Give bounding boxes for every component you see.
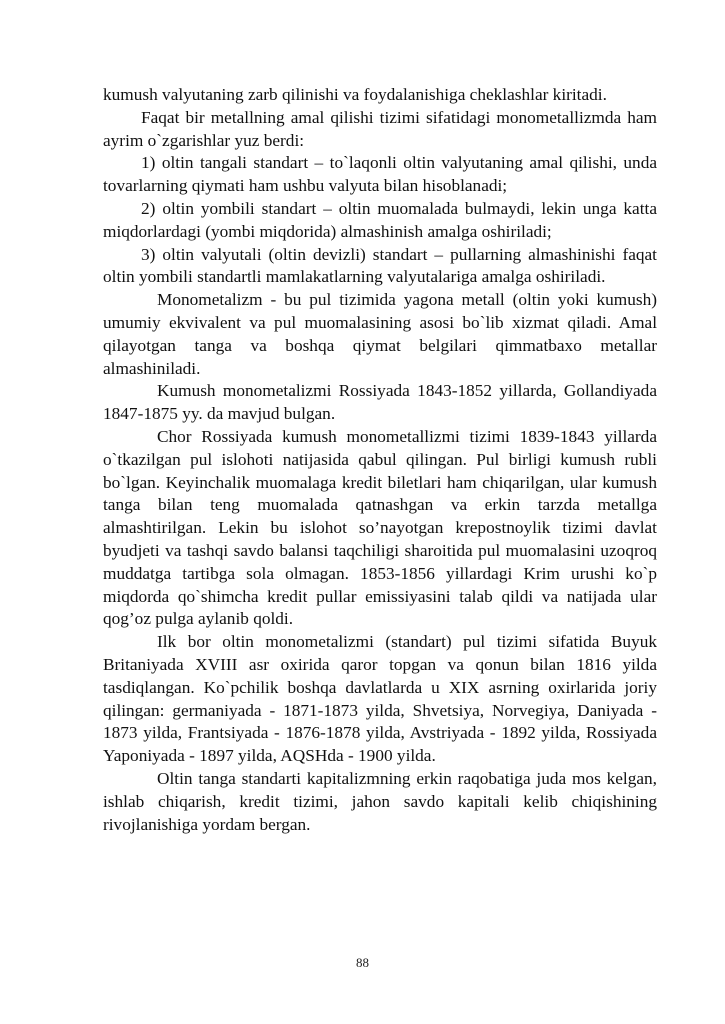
paragraph-monometalism-definition: Monometalizm - bu pul tizimida yagona metall (oltin yoki kumush) umumiy ekvivalent va pul muomalasining asosi bo`lib xizmat qiladi. Amal qilayotgan tanga va boshqa qiymat belgilari qimmatbaxo metallar almashiniladi. xyxy=(103,290,657,378)
paragraph-silver-monometalism: Kumush monometalizmi Rossiyada 1843-1852 yillarda, Gollandiyada 1847-1875 yy. da mavjud bulgan. xyxy=(103,381,657,424)
page-body xyxy=(103,84,657,836)
paragraph-continuation: kumush valyutaning zarb qilinishi va foydalanishiga cheklashlar kiritadi. xyxy=(103,85,607,104)
paragraph-gold-monometalism: Ilk bor oltin monometalizmi (standart) pul tizimi sifatida Buyuk Britaniyada XVIII asr oxirida qaror topgan va qonun bilan 1816 yilda tasdiqlangan. Ko`pchilik boshqa davlatlarda u XIX asrning oxirlarida joriy qilingan: germaniyada - 1871-1873 yilda, Shvetsiya, Norvegiya, Daniyada - 1873 yilda, Frantsiyada - 1876-1878 yilda, Avstriyada - 1892 yilda, Rossiyada Yaponiyada - 1897 yilda, AQSHda - 1900 yilda. xyxy=(103,632,657,766)
list-item-gold-coin-standard: 1) oltin tangali standart – to`laqonli oltin valyutaning amal qilishi, unda tovarlarning qiymati ham ushbu valyuta bilan hisoblanadi; xyxy=(103,153,657,196)
page-number: 88 xyxy=(356,955,369,970)
paragraph-monometallism-changes: Faqat bir metallning amal qilishi tizimi sifatidagi monometallizmda ham ayrim o`zgarishlar yuz berdi: xyxy=(103,107,657,150)
paragraph-gold-coin-standard-capitalism: Oltin tanga standarti kapitalizmning erkin raqobatiga juda mos kelgan, ishlab chiqarish, kredit tizimi, jahon savdo kapitali kelib chiqishining rivojlanishiga yordam bergan. xyxy=(103,768,657,834)
paragraph-tsarist-russia: Chor Rossiyada kumush monometallizmi tizimi 1839-1843 yillarda o`tkazilgan pul islohoti natijasida qabul qilingan. Pul birligi kumush rubli bo`lgan. Keyinchalik muomalaga kredit biletlari ham chiqarilgan, ular kumush tanga bilan teng muomalada qatnashgan va erkin tarzda metallga almashtirilgan. Lekin bu islohot so’nayotgan krepostnoylik tizimi davlat byudjeti va tashqi savdo balansi taqchiligi sharoitida pul muomalasini uzoqroq muddatga tartibga sola olmagan. 1853-1856 yillardagi Krim urushi ko`p miqdorda qo`shimcha kredit pullar emissiyasini talab qildi va natijada ular qog’oz pulga aylanib qoldi. xyxy=(103,426,657,629)
list-item-gold-exchange-standard: 3) oltin valyutali (oltin devizli) standart – pullarning almashinishi faqat oltin yombili standartli mamlakatlarning valyutalariga amalga oshiriladi. xyxy=(103,244,657,287)
list-item-gold-bullion-standard: 2) oltin yombili standart – oltin muomalada bulmaydi, lekin unga katta miqdorlardagi (yombi miqdorida) almashinish amalga oshiriladi; xyxy=(103,198,657,241)
